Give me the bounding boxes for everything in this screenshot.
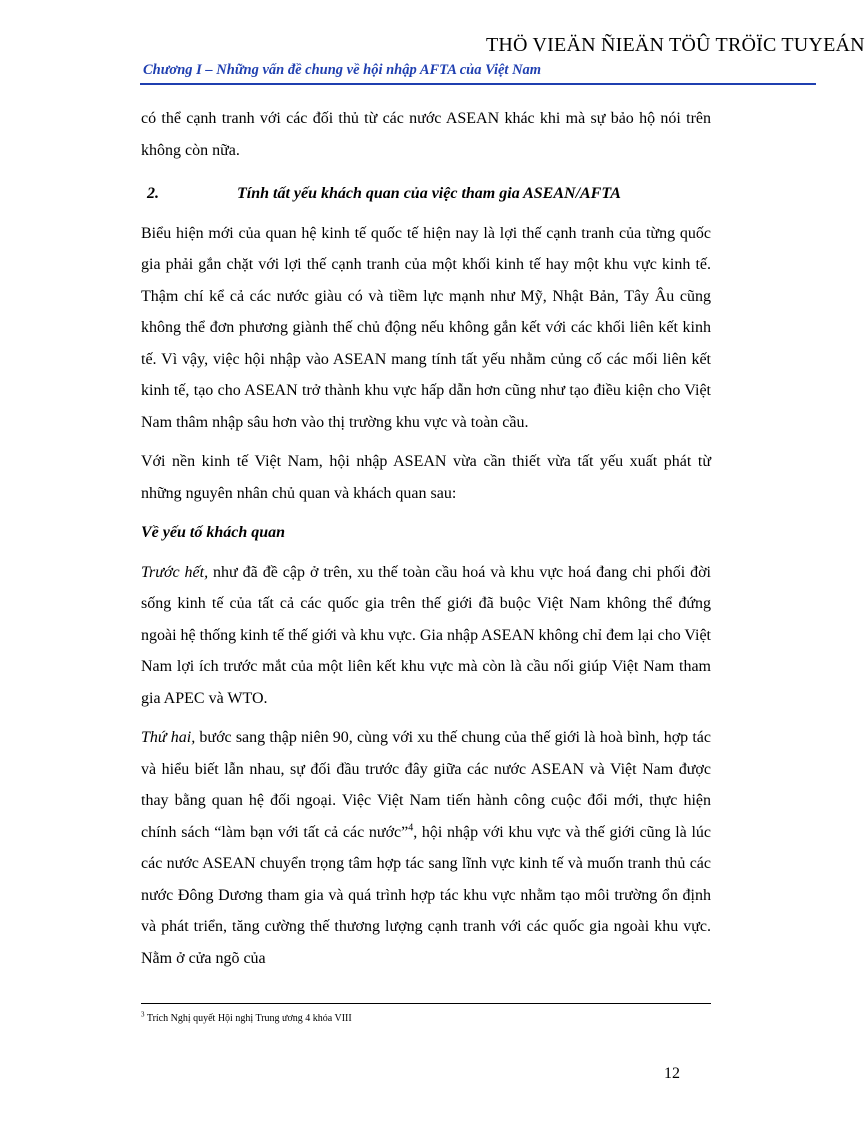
paragraph-text: bước sang thập niên 90, cùng với xu thế chung của thế giới là hoà bình, hợp tác và hiểu biết lẫn nhau, sự đối đầu trước đây giữa các nước ASEAN và Việt Nam được thay bằng quan hệ đối ngoại. Việc Việt Nam tiến hành công cuộc đổi mới, thực hiện chính sách “làm bạn với tất cả các nước”	[141, 729, 711, 841]
paragraph: Với nền kinh tế Việt Nam, hội nhập ASEAN vừa cần thiết vừa tất yếu xuất phát từ những nguyên nhân chủ quan và khách quan sau:	[141, 453, 711, 502]
subheading: Về yếu tố khách quan	[141, 524, 286, 541]
paragraph: Biểu hiện mới của quan hệ kinh tế quốc tế hiện nay là lợi thế cạnh tranh của từng quốc gia phải gắn chặt với lợi thế cạnh tranh của một khối kinh tế hay một khu vực kinh tế. Thậm chí kể cả các nước giàu có và tiềm lực mạnh như Mỹ, Nhật Bản, Tây Âu cũng không thể đơn phương giành thế chủ động nếu không gắn kết với các khối liên kết kinh tế. Vì vậy, việc hội nhập vào ASEAN mang tính tất yếu nhằm củng cố các mối liên kết kinh tế, tạo cho ASEAN trở thành khu vực hấp dẫn hơn cũng như tạo điều kiện cho Việt Nam thâm nhập sâu hơn vào thị trường khu vực và toàn cầu.	[141, 224, 711, 431]
section-heading	[141, 178, 711, 210]
paragraph-text: , hội nhập với khu vực và thế giới cũng là lúc các nước ASEAN chuyển trọng tâm hợp tác sang lĩnh vực kinh tế và muốn tranh thủ các nước Đông Dương tham gia và quá trình hợp tác khu vực nhằm tạo môi trường ổn định và phát triển, tăng cường thế thương lượng cạnh tranh với các quốc gia ngoài khu vực. Nằm ở cửa ngõ của	[141, 823, 711, 967]
footnote-rule	[141, 1003, 711, 1004]
watermark-text: THÖ VIEÄN ÑIEÄN TÖÛ TRÖÏC TUYEÁN	[486, 34, 865, 56]
header-rule	[140, 83, 816, 85]
section-number: 2.	[147, 185, 159, 202]
page-number: 12	[664, 1065, 680, 1082]
footnote-marker: 3	[141, 1010, 145, 1019]
paragraph: có thể cạnh tranh với các đối thủ từ các nước ASEAN khác khi mà sự bảo hộ nói trên không còn nữa.	[141, 110, 711, 159]
footnote	[141, 1010, 352, 1024]
paragraph-lead: Trước hết,	[141, 563, 209, 581]
chapter-header: Chương I – Những vấn đề chung về hội nhập AFTA của Việt Nam	[143, 62, 542, 78]
paragraph	[141, 557, 711, 715]
footnote-reference: 4	[408, 822, 414, 834]
footnote-text: Trích Nghị quyết Hội nghị Trung ương 4 khóa VIII	[144, 1013, 352, 1024]
document-body	[141, 103, 711, 982]
paragraph-text: như đã đề cập ở trên, xu thế toàn cầu hoá và khu vực hoá đang chi phối đời sống kinh tế của tất cả các quốc gia trên thế giới đã buộc Việt Nam không thể đứng ngoài hệ thống kinh tế thế giới và khu vực. Gia nhập ASEAN không chỉ đem lại cho Việt Nam lợi ích trước mắt của một liên kết khu vực mà còn là cầu nối giúp Việt Nam tham gia APEC và WTO.	[141, 563, 711, 707]
section-title: Tính tất yếu khách quan của việc tham gia ASEAN/AFTA	[237, 185, 621, 202]
paragraph	[141, 722, 711, 974]
paragraph-lead: Thứ hai,	[141, 729, 196, 746]
